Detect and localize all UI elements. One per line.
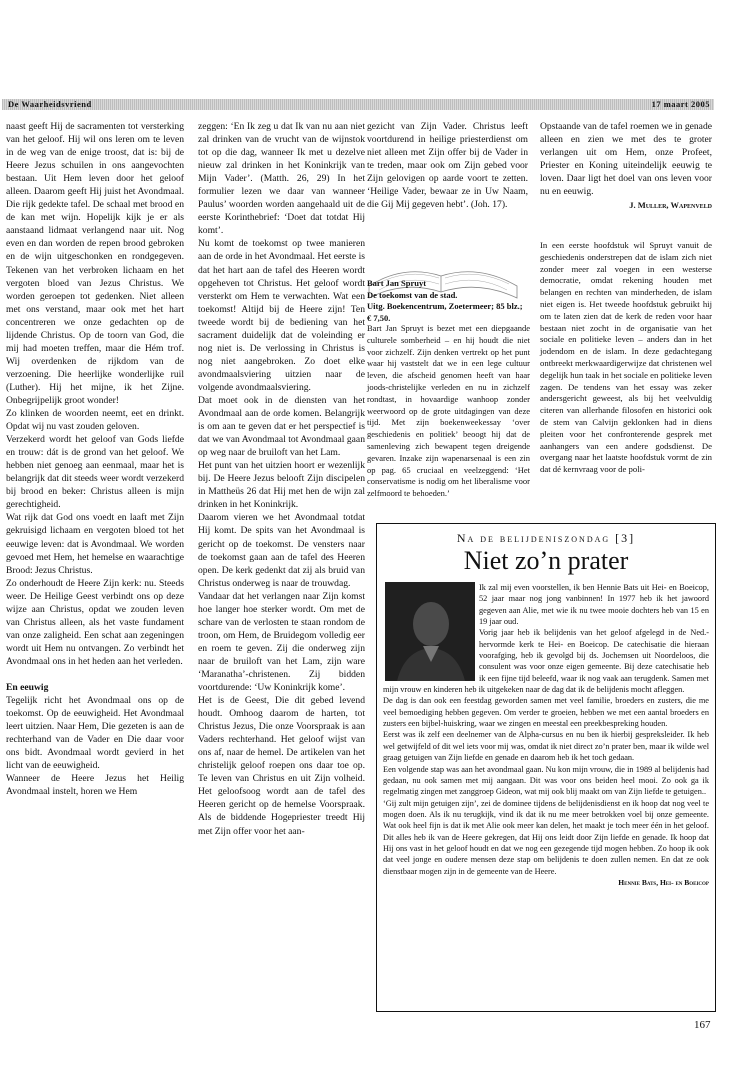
paragraph: Verzekerd wordt het geloof van Gods liefde en trouw: dát is de grond van het geloof. We hebben niet genoeg aan eenmaal, maar het is belangrijk dat dit steeds weer wordt verzekerd bij brood en beker: Christus alleen is mijn gerechtigheid. [6, 434, 184, 511]
issue-date: 17 maart 2005 [651, 99, 710, 109]
paragraph: In een eerste hoofdstuk wil Spruyt vanuit de geschiedenis onderstrepen dat de islam zich niet zonder meer zal voegen in een westerse democratie, omdat rekening houden met belangen en rechten van minderheden, de islam niet eigen is. Het tweede hoofdstuk gebruikt hij om te laten zien dat de kerk de reden voor haar bestaan niet zocht in de organisatie van het sociale en politieke leven – anders dan in het jodendom en de islam. In deze gedachtegang ontbreekt merkwaardigerwijze dat christenen wel degelijk hun taak in het sociale en politieke leven zagen. De tendens van het essay was zeker andersgericht geweest, als bij het veelvuldig citeren van allerhande filosofen en historici ook de stem van Calvijn geklonken had in diens pleiten voor het confronterende gesprek met aanhangers van een andere godsdienst. De overgang naar het laatste hoofdstuk vormt de zin dat dé kernvraag voor de poli- [540, 240, 712, 475]
paragraph: zeggen: ‘En Ik zeg u dat Ik van nu aan niet zal drinken van de vrucht van de wijnstok tot op die dag, wanneer Ik met u dezelve nieuw zal drinken in het Koninkrijk van Mijn Vader’. (Matth. 26, 29) In het formulier lezen we daar van wanneer Paulus’ woorden worden aangehaald uit de eerste Korinthebrief: ‘Doet dat totdat Hij komt’. [198, 121, 365, 237]
box-kicker: Na de belijdeniszondag [3] [456, 531, 636, 545]
publication-name: De Waarheidsvriend [8, 99, 92, 109]
column-4 [540, 120, 712, 212]
book-review-continued [540, 240, 712, 476]
box-body [383, 582, 709, 888]
paragraph: Ik zal mij even voorstellen, ik ben Hennie Bats uit Hei- en Boeicop, 52 jaar maar nog jong vanbinnen! In 1977 heb ik het jawoord gegeven aan Alie, met wie ik nu twee mooie dochters heb van 15 en 19 jaar oud. [479, 583, 709, 627]
page-number: 167 [694, 1019, 711, 1031]
paragraph: Wanneer de Heere Jezus het Heilig Avondmaal instelt, horen we Hem [6, 773, 184, 798]
paragraph: Bart Jan Spruyt is bezet met een diepgaande culturele somberheid – en hij houdt die niet voor zichzelf. Zijn denken vertrekt op het punt waar hij vaststelt dat we in een lege cultuur leven, die afscheid genomen heeft van haar joods-christelijke verleden en nu in zichzelf rondtast, in hovaardige wanhoop zonder weerwoord op de grote uitdagingen van deze tijd. Met zijn boekenweekessay ‘over geschiedenis en politiek’ beoogt hij dat de samenleving zich bewapent tegen dreigende gevaren. Inzake zijn wapenarsenaal is een zin op pag. 65 cruciaal en veelzeggend: ‘Het conservatisme is nodig om het liberalisme voor zelfmoord te behoeden.’ [367, 323, 530, 499]
paragraph: gezicht van Zijn Vader. Christus leeft voortdurend in heilige priesterdienst om niet alleen met Zijn offer bij de Vader in te treden, maar ook om Zijn gebed voor Zijn gelovigen op aarde voort te zetten. ‘Heilige Vader, bewaar ze in Uw Naam, die Gij Mij gegeven hebt’. (Joh. 17). [367, 121, 528, 211]
paragraph: Een volgende stap was aan het avondmaal gaan. Nu kon mijn vrouw, die in 1989 al belijdenis had gedaan, nu ook samen met mij aangaan. Dit was voor ons beiden heel mooi. Zo ook ga ik regelmatig zingen met zanggroep Gideon, wat mij ook blij maakt om van Zijn liefde te getuigen.. [383, 764, 709, 797]
column-1 [6, 120, 184, 798]
column-2 [198, 120, 365, 838]
testimony-box [376, 523, 716, 1012]
paragraph: Vorig jaar heb ik belijdenis van het geloof afgelegd in de Ned.-hervormde kerk te Hei- en Boeicop. De catechisatie die hieraan voorafging, heb ik gevolgd bij ds. Jochemsen uit Noordeloos, die consulent was voor onze eigen gemeente. Bij deze catechisatie heb ik een fijne tijd beleefd, waar ik nog vaak aan terugdenk. Samen met mijn vrouw en kinderen heb ik uitgekeken naar de dag dat ik de belijdenis mocht afleggen. [383, 628, 709, 695]
book-author: Bart Jan Spruyt [367, 278, 427, 288]
paragraph: De dag is dan ook een feestdag geworden samen met veel familie, broeders en zusters, die me veel bemoediging hebben gegeven. Om verder te groeien, hebben we met een aantal broeders en zusters een bijbel-huiskring, waar we zingen en meestal een preekbespreking houden. [383, 696, 709, 729]
paragraph: naast geeft Hij de sacramenten tot versterking van het geloof. Hij wil ons leren om te leven in de weg van de enige troost, dat is: bij de Heere Jezus schuilen in ons aangevochten bestaan. Uit Hem leven door het geloof alleen. Daarom geeft Hij juist het Avondmaal. Die rijk gedekte tafel. De schaal met brood en de kan met wijn. Hopelijk kijk je er als aanstaand lidmaat verlangend naar uit. Nog even en dan worden de repen brood gebroken en de wijn uitgeschonken en rondgegeven. Tekenen van het verbroken lichaam en het vergoten bloed van Jezus Christus. We worden geroepen tot gedenken. Niet alleen met ons verstand, maar ook met het hart concentreren we onze gedachten op de lijdende Christus. Op de toorn van God, die mij had moeten treffen, maar die Hém trof. Wij overdenken de rijkdom van de verzoening. Die heerlijke wonderlijke ruil (Luther). Hij het mijne, ik het Zijne. Onbegrijpelijk groot wonder! [6, 121, 184, 406]
box-title: Niet zo’n prater [463, 546, 629, 575]
book-details [367, 278, 530, 325]
paragraph: Wat rijk dat God ons voedt en laaft met Zijn gekruisigd lichaam en vergoten bloed tot het eeuwige leven: dat is Avondmaal. We worden gevoed met Hem, het hemelse en waarachtige Brood: Jezus Christus. [6, 512, 184, 576]
paragraph: Nu komt de toekomst op twee manieren aan de orde in het Avondmaal. Het eerste is dat het hart aan de tafel des Heeren wordt opgeheven tot Christus. Het geloof wordt versterkt om Hem te verwachten. Wat een toekomst! Altijd bij de Heere zijn! Ten tweede wordt bij de bediening van het sacrament duidelijk dat de voleinding er nog niet is. De verlossing in Christus is nog niet aangebroken. Zo doet elke avondmaalsviering uitzien naar de volgende avondmaalsviering. [198, 238, 365, 393]
author-signature: J. Muller, Wapenveld [629, 200, 712, 211]
paragraph: Opstaande van de tafel roemen we in genade alleen en zien we met des te groter verlangen uit om Hem, onze Profeet, Priester en Koning uiteindelijk eeuwig te loven. Daar ligt het doel van ons leven voor nu en eeuwig. [540, 121, 712, 198]
paragraph: Daarom vieren we het Avondmaal totdat Hij komt. De spits van het Avondmaal is gericht op de toekomst. De vensters naar de toekomst gaan aan de tafel des Heeren open. De kerk gedenkt dat zij als bruid van Christus onderweg is naar de trouwdag. [198, 512, 365, 589]
section-heading: En eeuwig [6, 681, 49, 693]
paragraph: Dat moet ook in de diensten van het Avondmaal aan de orde komen. Belangrijk is om aan te geven dat er het perspectief is dat we van Avondmaal tot Avondmaal gaan op weg naar de bruiloft van het Lam. [198, 394, 365, 459]
paragraph: Zo klinken de woorden neemt, eet en drinkt. Opdat wij nu vast zouden geloven. [6, 408, 184, 433]
paragraph: Tegelijk richt het Avondmaal ons op de toekomst. Op de eeuwigheid. Het Avondmaal leert uitzien. Naar Hem, Die gezeten is aan de rechterhand van de Vader en Die daar voor ons bidt. Avondmaal wordt gevierd in het licht van de eeuwigheid. [6, 695, 184, 772]
book-title: De toekomst van de stad. [367, 289, 458, 300]
paragraph: Vandaar dat het verlangen naar Zijn komst hoe langer hoe sterker wordt. Om met de schare van de verlosten te staan rondom de troon, om Hem, de Bruidegom volledig eer en roem te geven. Zij die onderweg zijn naar de bruiloft van het Lam, zijn ware ‘Maranatha’-christenen. Zij bidden voortdurende: ‘Uw Koninkrijk kome’. [198, 590, 365, 694]
page-header [2, 99, 714, 110]
book-price: € 7,50. [367, 313, 391, 324]
paragraph: Het punt van het uitzien hoort er wezenlijk bij. De Heere Jezus belooft Zijn discipelen in Mattheüs 26 dat Hij met hen de wijn zal drinken in het Koninkrijk. [198, 460, 365, 511]
book-publisher: Uitg. Boekencentrum, Zoetermeer; 85 blz.; [367, 301, 523, 312]
paragraph: Zo onderhoudt de Heere Zijn kerk: nu. Steeds weer. De Heilige Geest verbindt ons op deze wijze aan Christus, opdat we zouden leven van Christus alleen, als het vaste fundament van onze zaligheid. Een schat aan zegeningen wordt uit Hem nu ontvangen. Zo verbindt het Avondmaal ons in het heden aan het verleden. [6, 577, 184, 667]
book-review [367, 323, 530, 500]
paragraph: Eerst was ik zelf een deelnemer van de Alpha-cursus en nu ben ik hierbij gespreksleider. Ik heb wel getwijfeld of dit wel iets voor mij was, omdat ik niet direct zo’n prater ben, maar ik wilde wel graag getuigen van Zijn liefde en genade en daarom heb ik het toch gedaan. [383, 730, 709, 763]
column-3 [367, 120, 528, 211]
paragraph: ‘Gij zult mijn getuigen zijn’, zei de dominee tijdens de belijdenisdienst en ik hoop dat nog veel te mogen doen. Als ik nu terugkijk, vind ik dat ik nu me meer betrokken voel bij onze gemeente. Wat ook heel fijn is dat ik met Alie ook meer kan delen, het maakt je toch meer één in het geloof. Dit alles heb ik van de Heere gekregen, dat Hij ons leidt door Zijn liefde en genade. Ik hoop dat Hij ons vast in het geloof houdt en dat we nog een gezegende tijd mogen hebben. Zo hoop ik ook dat veel jonge en oudere mensen deze stap om belijdenis te doen zullen nemen. En dat ze ook dienstbaar mogen zijn in de gemeente van de Heere. [383, 798, 709, 876]
paragraph: Het is de Geest, Die dit gebed levend houdt. Omhoog daarom de harten, tot Christus Jezus, Die onze Voorspraak is aan Vaders rechterhand. Het geloof wijst van ons af, naar de hemel. De artikelen van het christelijk geloof roepen ons daar toe op. Te leven van Christus en uit Zijn volheid. Het geloofsoog wordt aan de tafel des Heeren gericht op de hemelse Voorspraak. Als de biddende Hogepriester treedt Hij met Zijn offer voor het aan- [198, 695, 365, 837]
box-signature: Hennie Bats, Hei- en Boeicop [618, 877, 709, 887]
